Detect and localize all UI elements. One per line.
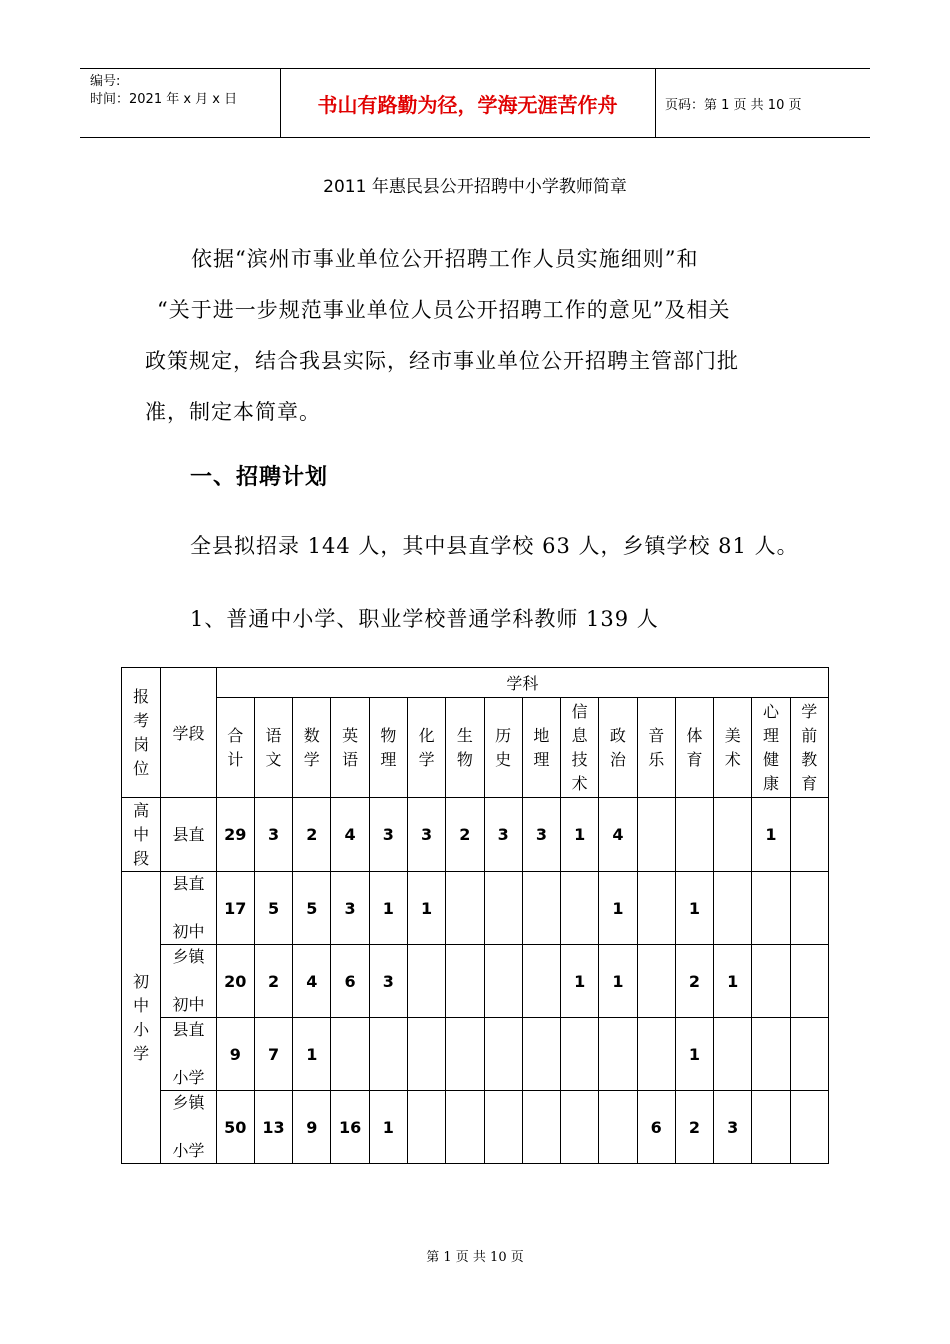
middle-primary-label: 初 中 小 学 xyxy=(122,872,161,1164)
value-cell: 1 xyxy=(714,945,752,1018)
value-cell: 1 xyxy=(675,1018,713,1091)
stage-cell: 乡镇 初中 xyxy=(161,945,216,1018)
value-cell: 1 xyxy=(561,945,599,1018)
value-cell xyxy=(675,798,713,872)
value-cell: 3 xyxy=(522,798,560,872)
page-header xyxy=(80,68,870,138)
intro-line: 政策规定，结合我县实际，经市事业单位公开招聘主管部门批 xyxy=(145,349,739,373)
value-cell xyxy=(637,798,675,872)
value-cell: 1 xyxy=(599,945,637,1018)
value-cell xyxy=(752,872,790,945)
table-row xyxy=(122,798,829,872)
subject-header-cell: 音 乐 xyxy=(637,698,675,798)
stage-cell: 乡镇 小学 xyxy=(161,1091,216,1164)
value-cell xyxy=(790,1018,828,1091)
value-cell xyxy=(484,872,522,945)
subject-header-cell: 英 语 xyxy=(331,698,369,798)
value-cell xyxy=(446,1091,484,1164)
subject-header-cell: 体 育 xyxy=(675,698,713,798)
header-meta xyxy=(80,69,281,137)
value-cell: 1 xyxy=(675,872,713,945)
value-cell xyxy=(522,1091,560,1164)
intro-line: “关于进一步规范事业单位人员公开招聘工作的意见”及相关 xyxy=(157,298,731,322)
value-cell: 3 xyxy=(369,945,407,1018)
value-cell: 2 xyxy=(675,945,713,1018)
value-cell: 3 xyxy=(254,798,292,872)
document-title: 2011 年惠民县公开招聘中小学教师简章 xyxy=(323,177,627,197)
subject-header-cell: 化 学 xyxy=(407,698,445,798)
value-cell: 9 xyxy=(293,1091,331,1164)
subject-header-cell: 生 物 xyxy=(446,698,484,798)
stage-cell: 县直 xyxy=(161,798,216,872)
value-cell xyxy=(369,1018,407,1091)
subject-header-cell: 政 治 xyxy=(599,698,637,798)
value-cell xyxy=(714,872,752,945)
header-number: 编号: xyxy=(90,74,121,89)
value-cell: 3 xyxy=(369,798,407,872)
position-header: 报 考 岗 位 xyxy=(122,668,161,798)
recruitment-table xyxy=(121,667,829,1164)
subject-header-cell: 学 前 教 育 xyxy=(790,698,828,798)
value-cell xyxy=(484,1091,522,1164)
value-cell: 5 xyxy=(293,872,331,945)
value-cell: 6 xyxy=(331,945,369,1018)
value-cell: 2 xyxy=(254,945,292,1018)
intro-line: 依据“滨州市事业单位公开招聘工作人员实施细则”和 xyxy=(191,247,699,271)
header-motto: 书山有路勤为径，学海无涯苦作舟 xyxy=(280,69,656,137)
value-cell xyxy=(599,1091,637,1164)
value-cell xyxy=(407,1018,445,1091)
table-row xyxy=(122,1091,829,1164)
subject-header-cell: 地 理 xyxy=(522,698,560,798)
value-cell xyxy=(790,945,828,1018)
stage-cell: 县直 初中 xyxy=(161,872,216,945)
subject-header-cell: 心 理 健 康 xyxy=(752,698,790,798)
value-cell: 13 xyxy=(254,1091,292,1164)
value-cell xyxy=(561,1091,599,1164)
value-cell xyxy=(714,798,752,872)
value-cell: 3 xyxy=(407,798,445,872)
value-cell: 9 xyxy=(216,1018,254,1091)
value-cell xyxy=(637,1018,675,1091)
subject-header-cell: 美 术 xyxy=(714,698,752,798)
page-footer: 第 1 页 共 10 页 xyxy=(426,1250,524,1265)
subject-header-row xyxy=(122,698,829,798)
value-cell xyxy=(752,945,790,1018)
value-cell: 3 xyxy=(714,1091,752,1164)
header-page-text: 页码：第 1 页 共 10 页 xyxy=(665,97,802,113)
value-cell: 1 xyxy=(369,872,407,945)
table-row xyxy=(122,872,829,945)
table-row xyxy=(122,1018,829,1091)
value-cell: 1 xyxy=(369,1091,407,1164)
stage-cell: 县直 小学 xyxy=(161,1018,216,1091)
subject-group-header: 学科 xyxy=(216,668,828,698)
subsection-heading: 1、普通中小学、职业学校普通学科教师 139 人 xyxy=(190,607,659,631)
value-cell xyxy=(790,872,828,945)
value-cell: 4 xyxy=(331,798,369,872)
high-school-label: 高 中 段 xyxy=(122,798,161,872)
value-cell xyxy=(561,1018,599,1091)
value-cell xyxy=(522,1018,560,1091)
value-cell: 1 xyxy=(293,1018,331,1091)
value-cell: 4 xyxy=(599,798,637,872)
intro-line: 准，制定本简章。 xyxy=(145,400,321,424)
header-time: 时间：2021 年 x 月 x 日 xyxy=(90,92,238,107)
header-page-info xyxy=(655,69,870,137)
value-cell xyxy=(407,1091,445,1164)
value-cell: 4 xyxy=(293,945,331,1018)
value-cell: 1 xyxy=(561,798,599,872)
value-cell xyxy=(407,945,445,1018)
value-cell: 3 xyxy=(331,872,369,945)
subject-header-cell: 信 息 技 术 xyxy=(561,698,599,798)
section-heading: 一、招聘计划 xyxy=(190,464,329,490)
value-cell xyxy=(714,1018,752,1091)
value-cell xyxy=(484,1018,522,1091)
subject-header-cell: 语 文 xyxy=(254,698,292,798)
value-cell xyxy=(446,872,484,945)
intro-paragraph xyxy=(145,234,810,438)
value-cell: 29 xyxy=(216,798,254,872)
value-cell: 16 xyxy=(331,1091,369,1164)
value-cell: 1 xyxy=(407,872,445,945)
value-cell: 3 xyxy=(484,798,522,872)
value-cell xyxy=(637,945,675,1018)
value-cell xyxy=(522,872,560,945)
value-cell xyxy=(637,872,675,945)
subject-header-cell: 合 计 xyxy=(216,698,254,798)
value-cell: 5 xyxy=(254,872,292,945)
value-cell: 1 xyxy=(752,798,790,872)
value-cell: 6 xyxy=(637,1091,675,1164)
value-cell: 1 xyxy=(599,872,637,945)
value-cell: 2 xyxy=(675,1091,713,1164)
value-cell xyxy=(752,1018,790,1091)
value-cell xyxy=(561,872,599,945)
value-cell xyxy=(331,1018,369,1091)
value-cell xyxy=(446,1018,484,1091)
value-cell: 2 xyxy=(446,798,484,872)
summary-line: 全县拟招录 144 人，其中县直学校 63 人，乡镇学校 81 人。 xyxy=(190,534,799,558)
value-cell xyxy=(790,798,828,872)
stage-header: 学段 xyxy=(161,668,216,798)
value-cell xyxy=(484,945,522,1018)
table-row xyxy=(122,945,829,1018)
value-cell: 7 xyxy=(254,1018,292,1091)
value-cell: 20 xyxy=(216,945,254,1018)
subject-header-cell: 数 学 xyxy=(293,698,331,798)
subject-header-cell: 物 理 xyxy=(369,698,407,798)
value-cell xyxy=(790,1091,828,1164)
value-cell xyxy=(599,1018,637,1091)
subject-header-cell: 历 史 xyxy=(484,698,522,798)
value-cell xyxy=(522,945,560,1018)
value-cell xyxy=(752,1091,790,1164)
value-cell xyxy=(446,945,484,1018)
value-cell: 17 xyxy=(216,872,254,945)
value-cell: 2 xyxy=(293,798,331,872)
value-cell: 50 xyxy=(216,1091,254,1164)
